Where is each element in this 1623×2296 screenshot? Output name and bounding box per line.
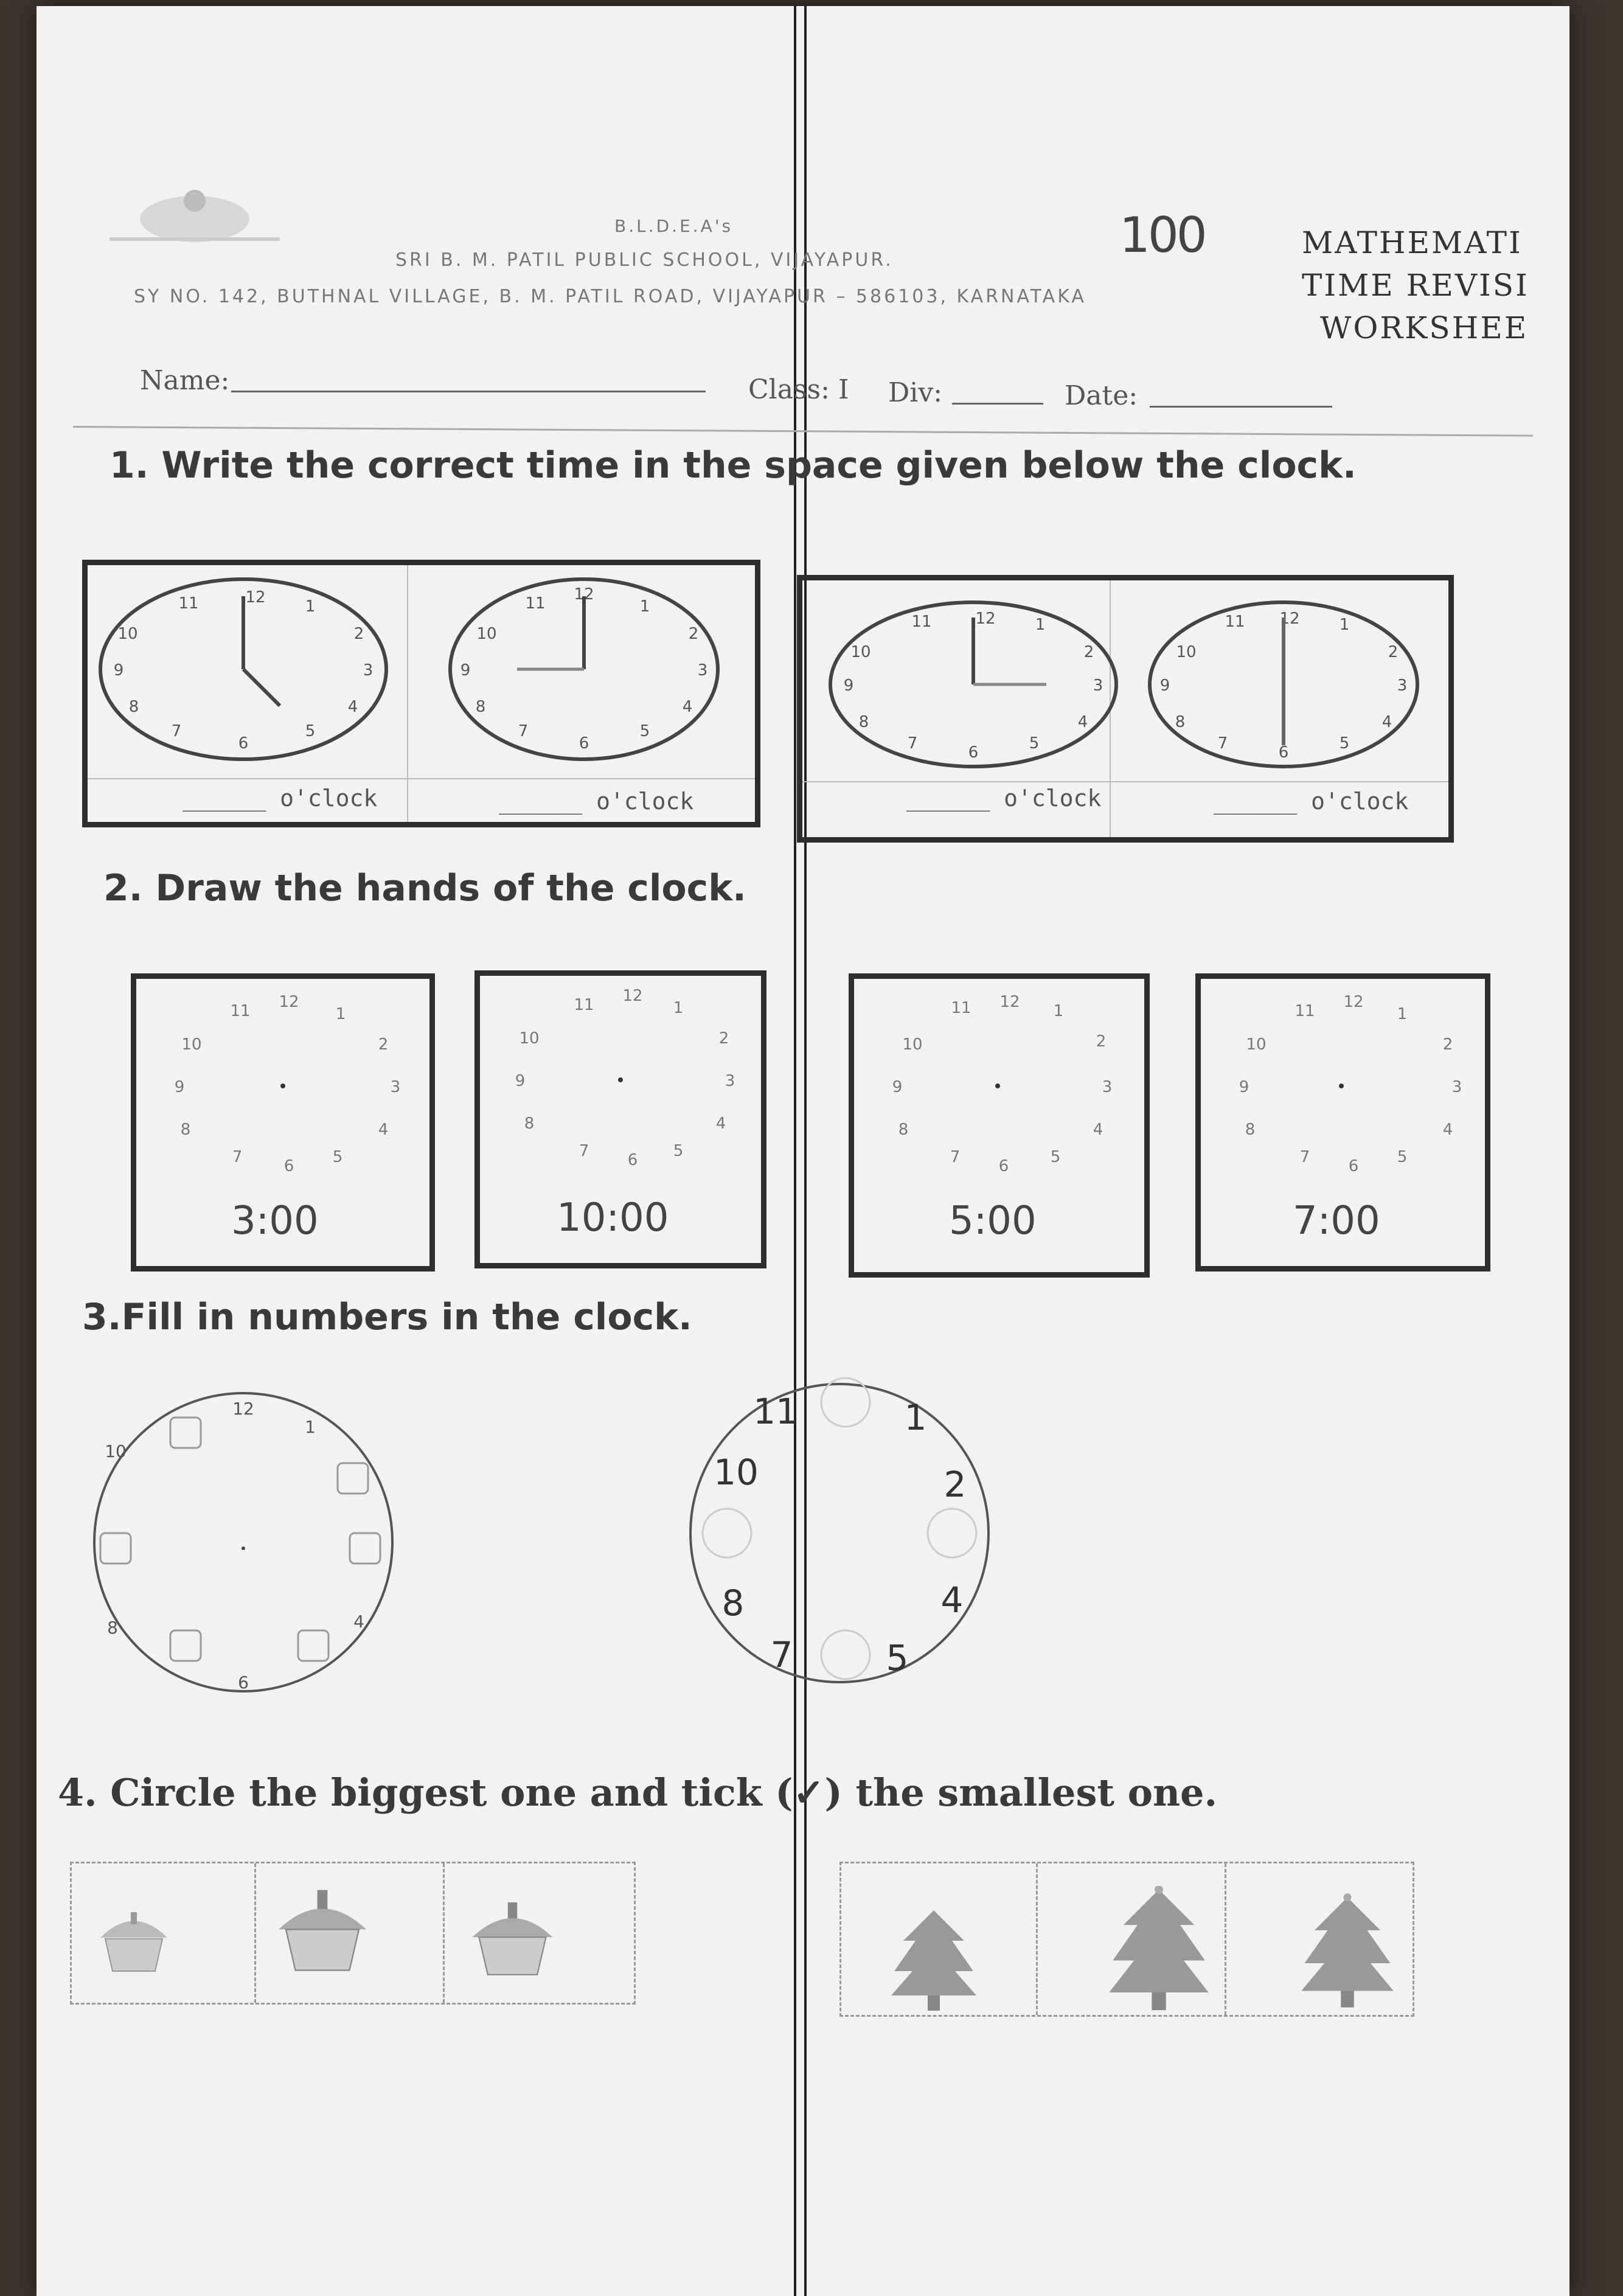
svg-text:3: 3: [1102, 1078, 1113, 1096]
fill-clock-1[interactable]: [85, 1381, 401, 1703]
fold-line: [804, 6, 807, 2296]
worksheet-page: [36, 6, 1569, 2296]
name-blank[interactable]: [231, 391, 706, 392]
svg-text:4: 4: [1381, 713, 1392, 731]
svg-text:8: 8: [524, 1115, 535, 1133]
svg-text:2: 2: [353, 625, 364, 643]
christmas-tree-icon[interactable]: [1101, 1886, 1217, 2014]
svg-text:12: 12: [574, 585, 594, 604]
question-2: 2. Draw the hands of the clock.: [103, 867, 746, 910]
svg-text:3: 3: [697, 661, 708, 680]
svg-text:10: 10: [902, 1035, 923, 1054]
svg-text:9: 9: [892, 1078, 903, 1096]
svg-text:9: 9: [843, 677, 854, 695]
svg-text:11: 11: [951, 999, 971, 1017]
svg-text:5: 5: [673, 1142, 684, 1160]
svg-text:6: 6: [238, 1672, 249, 1692]
caption-q1-4[interactable]: ______ o'clock: [1214, 788, 1409, 815]
svg-text:5: 5: [1397, 1148, 1408, 1166]
svg-text:7: 7: [579, 1142, 589, 1160]
svg-text:7: 7: [1299, 1148, 1310, 1166]
svg-text:1: 1: [1397, 1005, 1408, 1023]
svg-text:2: 2: [718, 1029, 729, 1048]
svg-text:5: 5: [1029, 734, 1040, 753]
svg-text:11: 11: [230, 1002, 251, 1020]
svg-text:7: 7: [171, 722, 182, 740]
worksheet-title-3: WORKSHEE: [1320, 310, 1529, 346]
blank-number-slots: [100, 1418, 380, 1661]
svg-text:8: 8: [180, 1121, 191, 1139]
svg-text:1: 1: [673, 999, 684, 1017]
svg-text:7: 7: [907, 734, 918, 753]
caption-q1-2[interactable]: ______ o'clock: [499, 788, 694, 815]
cupcake-icon[interactable]: [268, 1883, 377, 1980]
question-1: 1. Write the correct time in the space given below the clock.: [109, 444, 1357, 487]
worksheet-title-1: MATHEMATI: [1302, 225, 1523, 260]
svg-text:10: 10: [850, 643, 871, 661]
svg-text:6: 6: [627, 1151, 638, 1169]
christmas-tree-icon[interactable]: [1296, 1892, 1399, 2011]
svg-text:1: 1: [1053, 1002, 1064, 1020]
svg-text:10: 10: [1246, 1035, 1267, 1054]
svg-text:4: 4: [940, 1579, 964, 1621]
svg-text:11: 11: [178, 594, 199, 613]
svg-text:2: 2: [1096, 1032, 1107, 1051]
svg-text:9: 9: [1239, 1078, 1249, 1096]
svg-text:3: 3: [1397, 677, 1408, 695]
svg-text:1: 1: [335, 1005, 346, 1023]
svg-text:4: 4: [347, 698, 358, 716]
svg-text:2: 2: [1388, 643, 1399, 661]
svg-text:2: 2: [688, 625, 699, 643]
school-logo-icon: [97, 176, 292, 249]
time-label-4: 7:00: [1293, 1198, 1380, 1244]
svg-text:5: 5: [639, 722, 650, 740]
svg-text:3: 3: [363, 661, 374, 680]
svg-text:5: 5: [332, 1148, 343, 1166]
blank-clock-1[interactable]: [149, 986, 417, 1186]
svg-text:5: 5: [1050, 1148, 1061, 1166]
svg-text:12: 12: [999, 993, 1020, 1011]
date-label: Date:: [1065, 380, 1138, 411]
svg-text:4: 4: [1093, 1121, 1103, 1139]
svg-text:6: 6: [1278, 743, 1289, 762]
blank-clock-3[interactable]: [864, 986, 1131, 1186]
time-label-3: 5:00: [949, 1198, 1037, 1244]
svg-text:2: 2: [944, 1464, 967, 1505]
svg-text:1: 1: [904, 1397, 927, 1438]
svg-text:1: 1: [305, 597, 316, 616]
svg-text:9: 9: [174, 1078, 185, 1096]
svg-text:4: 4: [715, 1115, 726, 1133]
blank-number-slots: [703, 1378, 976, 1679]
svg-text:6: 6: [1348, 1157, 1359, 1175]
svg-text:7: 7: [950, 1148, 961, 1166]
svg-text:8: 8: [1175, 713, 1186, 731]
svg-text:10: 10: [714, 1452, 759, 1493]
svg-text:6: 6: [998, 1157, 1009, 1175]
svg-text:8: 8: [1245, 1121, 1256, 1139]
svg-text:6: 6: [968, 743, 979, 762]
svg-text:12: 12: [1279, 610, 1300, 628]
name-label: Name:: [140, 365, 230, 396]
svg-text:10: 10: [1176, 643, 1197, 661]
svg-text:3: 3: [1093, 677, 1103, 695]
class-label: Class: I: [748, 374, 849, 405]
svg-text:5: 5: [305, 722, 316, 740]
svg-text:5: 5: [886, 1637, 909, 1679]
blank-clock-4[interactable]: [1208, 986, 1475, 1186]
svg-text:7: 7: [1217, 734, 1228, 753]
blank-clock-2[interactable]: [487, 979, 754, 1180]
worksheet-title-2: TIME REVISI: [1302, 268, 1529, 303]
clock-q1-2: [432, 572, 736, 767]
svg-text:4: 4: [1442, 1121, 1453, 1139]
div-label: Div:: [888, 377, 943, 408]
school-name: SRI B. M. PATIL PUBLIC SCHOOL, VIJAYAPUR.: [395, 249, 894, 271]
cupcake-icon[interactable]: [88, 1901, 179, 1980]
svg-text:2: 2: [1442, 1035, 1453, 1054]
centenary-badge: 100: [1119, 207, 1205, 263]
svg-text:11: 11: [525, 594, 546, 613]
svg-text:10: 10: [476, 625, 497, 643]
svg-text:1: 1: [305, 1417, 316, 1437]
svg-text:10: 10: [181, 1035, 202, 1054]
svg-text:3: 3: [725, 1072, 735, 1090]
divider-line: [73, 426, 1533, 437]
cupcake-icon[interactable]: [462, 1895, 563, 1983]
question-3: 3.Fill in numbers in the clock.: [82, 1296, 692, 1338]
svg-text:8: 8: [107, 1618, 118, 1638]
svg-text:7: 7: [518, 722, 529, 740]
school-address: SY NO. 142, BUTHNAL VILLAGE, B. M. PATIL ROAD, VIJAYAPUR – 586103, KARNATAKA: [134, 286, 1086, 307]
svg-text:10: 10: [117, 625, 138, 643]
svg-text:3: 3: [390, 1078, 401, 1096]
caption-q1-1[interactable]: ______ o'clock: [182, 785, 378, 812]
svg-text:9: 9: [1159, 677, 1170, 695]
fold-line: [794, 6, 796, 2296]
org-name: B.L.D.E.A's: [614, 216, 734, 236]
clock-q1-3: [821, 587, 1125, 782]
svg-text:12: 12: [975, 610, 996, 628]
svg-text:12: 12: [622, 987, 643, 1005]
svg-text:12: 12: [1343, 993, 1364, 1011]
svg-text:5: 5: [1339, 734, 1350, 753]
svg-text:9: 9: [113, 661, 124, 680]
svg-text:8: 8: [475, 698, 486, 716]
svg-text:6: 6: [579, 734, 589, 753]
svg-text:8: 8: [898, 1121, 909, 1139]
clock-q1-4: [1131, 587, 1436, 782]
time-label-2: 10:00: [557, 1195, 669, 1240]
svg-text:10: 10: [519, 1029, 540, 1048]
svg-text:11: 11: [1225, 613, 1245, 631]
svg-text:11: 11: [911, 613, 932, 631]
svg-text:4: 4: [1077, 713, 1088, 731]
svg-text:3: 3: [1451, 1078, 1462, 1096]
svg-text:8: 8: [858, 713, 869, 731]
svg-text:12: 12: [245, 588, 266, 607]
svg-text:1: 1: [1035, 616, 1046, 634]
time-label-1: 3:00: [231, 1198, 319, 1244]
svg-text:4: 4: [682, 698, 693, 716]
svg-text:9: 9: [460, 661, 471, 680]
svg-text:4: 4: [353, 1612, 364, 1632]
svg-text:2: 2: [378, 1035, 389, 1054]
svg-text:12: 12: [279, 993, 299, 1011]
clock-q1-1: [91, 572, 395, 767]
svg-text:2: 2: [1083, 643, 1094, 661]
svg-text:11: 11: [574, 996, 594, 1014]
svg-text:7: 7: [770, 1634, 793, 1675]
svg-text:11: 11: [1295, 1002, 1315, 1020]
date-blank[interactable]: [1150, 406, 1332, 408]
svg-text:10: 10: [105, 1441, 127, 1461]
question-4: 4. Circle the biggest one and tick (✓) the smallest one.: [58, 1770, 1218, 1815]
svg-text:1: 1: [639, 597, 650, 616]
christmas-tree-icon[interactable]: [888, 1904, 979, 2014]
div-blank[interactable]: [952, 403, 1043, 405]
svg-text:6: 6: [283, 1157, 294, 1175]
svg-text:11: 11: [753, 1391, 798, 1432]
svg-text:8: 8: [128, 698, 139, 716]
svg-text:6: 6: [238, 734, 249, 753]
svg-text:4: 4: [378, 1121, 389, 1139]
svg-text:9: 9: [515, 1072, 526, 1090]
svg-text:8: 8: [721, 1582, 745, 1624]
svg-text:1: 1: [1339, 616, 1350, 634]
svg-text:12: 12: [232, 1399, 254, 1419]
caption-q1-3[interactable]: ______ o'clock: [906, 785, 1102, 812]
svg-text:7: 7: [232, 1148, 243, 1166]
fill-clock-2[interactable]: [669, 1369, 1010, 1697]
